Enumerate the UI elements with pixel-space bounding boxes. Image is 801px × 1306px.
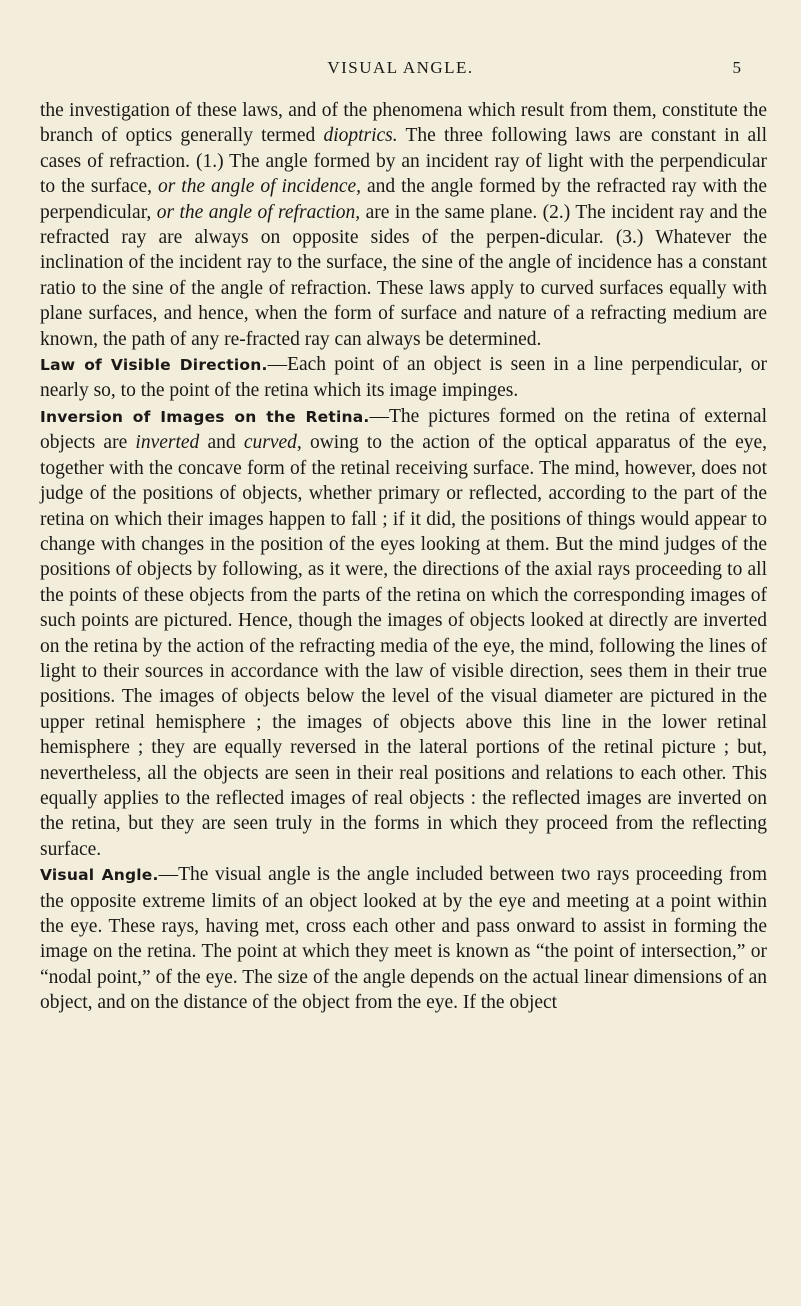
term-angle-of-incidence: or the angle of incidence,: [158, 176, 362, 198]
running-title: VISUAL ANGLE.: [327, 58, 474, 77]
section-heading-inversion: Inversion of Images on the Retina.: [40, 407, 370, 426]
paragraph-refraction-laws: [40, 98, 767, 352]
term-inverted: inverted: [135, 432, 200, 454]
section-heading-visual-angle: Visual Angle.: [40, 866, 159, 885]
text-run: and the angle formed by the refracted ray with the perpendicular,: [40, 176, 767, 223]
text-run: owing to the action of the optical apparatus of the eye, together with the concave form of the retinal receiving surface. The mind, however, does not judge of the positions of objects, whether primary or reflected, according to the part of the retina on which their images happen to fall ; if it did, the positions of things would appear to change with changes in the position of the eyes looking at them. But the mind judges of the positions of objects by following, as it were, the directions of the axial rays proceeding to all the points of these objects from the parts of the retina on which the corresponding images of such points are pictured. Hence, though the images of objects looked at directly are inverted on the retina by the action of the refracting media of the eye, the mind, following the lines of light to their sources in accordance with the law of visible direction, sees them in their true positions. The images of objects below the level of the visual diameter are pictured in the upper retinal hemisphere ; the images of objects above this line in the lower retinal hemisphere ; they are equally reversed in the lateral portions of the retinal picture ; but, nevertheless, all the objects are seen in their real positions and relations to each other. This equally applies to the reflected images of real objects : the reflected images are inverted on the retina, but they are seen truly in the forms in which they proceed from the reflecting surface.: [40, 432, 768, 860]
paragraph-inversion-of-images: [40, 404, 767, 862]
text-run: the investigation of these laws, and of the phenomena which result from them, constitute the branch of optics generally termed: [40, 100, 767, 147]
text-run: —The visual angle is the angle included between two rays proceeding from the opposite extreme limits of an object looked at by the eye and meeting at a point within the eye. These rays, having met, cross each other and pass onward to assist in forming the image on the retina. The point at which they meet is known as “the point of intersection,” or “nodal point,” of the eye. The size of the angle depends on the actual linear dimensions of an object, and on the distance of the object from the eye. If the object: [40, 864, 767, 1014]
text-run: are in the same plane. (2.) The incident ray and the refracted ray are always on opposite sides of the perpen-dicular. (3.) Whatever the inclination of the incident ray to the surface, the sine of the angle of incidence has a constant ratio to the sine of the angle of refraction. These laws apply to curved surfaces equally with plane surfaces, and hence, when the form of surface and nature of a refracting medium are known, the path of any re-fracted ray can always be determined.: [40, 201, 768, 350]
text-run: —The pictures formed on the retina of external objects are: [40, 405, 767, 454]
text-run: The three following laws are constant in all cases of refraction. (1.) The angle formed by an incident ray of light with the perpendicular to the surface,: [40, 125, 767, 198]
page-header: [40, 58, 761, 88]
text-run: —Each point of an object is seen in a line perpendicular, or nearly so, to the point of the retina which its image impinges.: [40, 354, 767, 402]
term-angle-of-refraction: or the angle of refraction,: [156, 201, 361, 223]
section-heading-visible-direction: Law of Visible Direction.: [40, 356, 268, 375]
text-run: and: [199, 432, 244, 454]
paragraph-visible-direction: [40, 352, 767, 404]
term-dioptrics: dioptrics.: [323, 125, 398, 147]
term-curved: curved,: [243, 432, 302, 454]
page-number: 5: [732, 58, 741, 77]
body-text: [40, 98, 767, 1016]
paragraph-visual-angle: [40, 862, 767, 1015]
